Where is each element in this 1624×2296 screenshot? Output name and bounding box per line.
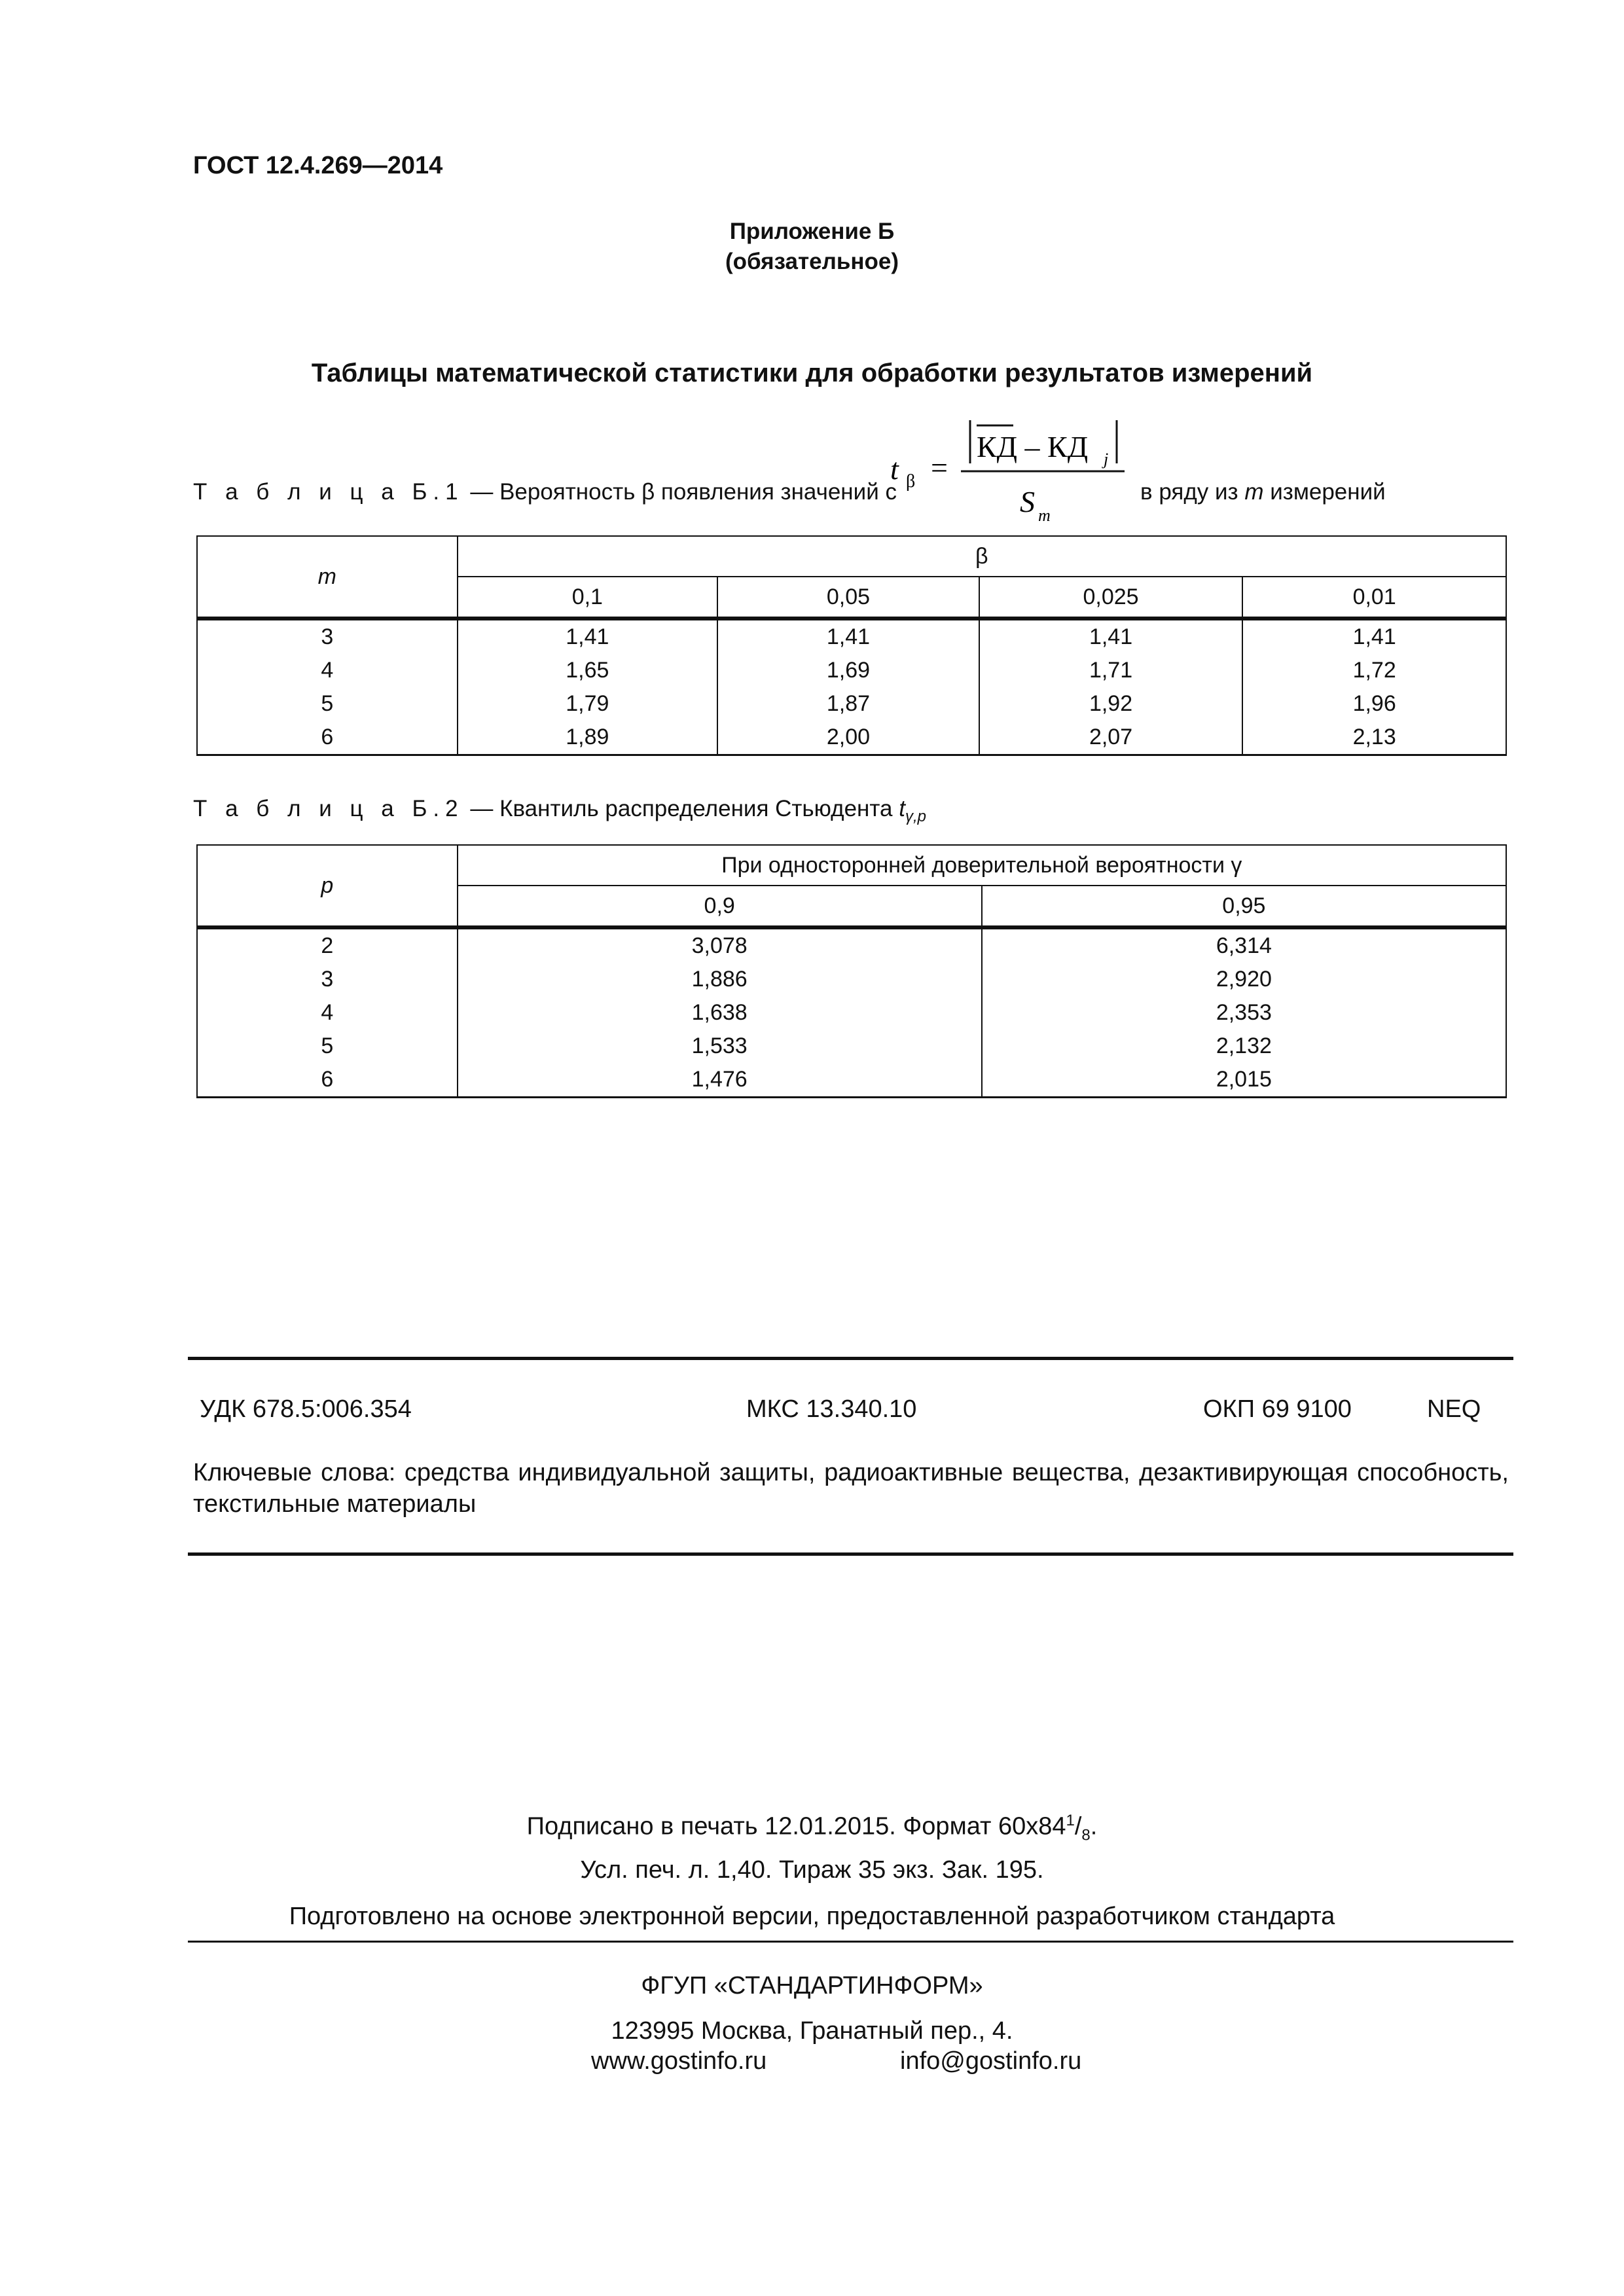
row-key: 5 [197,687,458,721]
table-cell: 2,00 [717,721,979,755]
row-key: 6 [197,1063,458,1098]
email-link[interactable]: info@gostinfo.ru [900,2047,1082,2075]
table-cell: 1,476 [458,1063,982,1098]
formula-numerator-sub: j [1104,450,1109,469]
table1-group-header: β [458,536,1506,577]
formula-denominator-sub: m [1038,506,1051,525]
table-cell: 1,71 [979,654,1243,687]
website-link[interactable]: www.gostinfo.ru [591,2047,767,2075]
print-info: Усл. печ. л. 1,40. Тираж 35 экз. Зак. 195. [580,1856,1044,1884]
neq-mark: NEQ [1427,1395,1481,1423]
row-key: 5 [197,1030,458,1063]
table1-caption-tail [1140,479,1386,505]
formula-lhs: t [890,452,899,486]
table-row [197,619,1506,654]
table1-formula [877,406,1139,537]
divider [188,1941,1513,1943]
table-cell: 1,533 [458,1030,982,1063]
table-row [197,1063,1506,1098]
table-cell: 1,79 [458,687,718,721]
table2-row-header: p [197,845,458,927]
signed-suffix: . [1090,1812,1098,1840]
table-cell: 1,41 [458,619,718,654]
row-key: 6 [197,721,458,755]
publisher: ФГУП «СТАНДАРТИНФОРМ» [641,1972,983,2000]
table2-label: Т а б л и ц а Б.2 [193,796,464,821]
table-row [197,1030,1506,1063]
table-cell: 1,886 [458,963,982,996]
appendix-status: (обязательное) [725,249,899,274]
table1-caption-end: измерений [1270,479,1386,505]
table1-column-header: 0,01 [1242,577,1506,619]
udk-code: УДК 678.5:006.354 [200,1395,412,1423]
table-cell: 1,96 [1242,687,1506,721]
row-key: 2 [197,927,458,963]
svg-text:=: = [931,451,948,484]
table-cell: 3,078 [458,927,982,963]
okp-code: ОКП 69 9100 [1203,1395,1352,1423]
table1 [196,535,1507,756]
table-cell: 1,41 [1242,619,1506,654]
table-cell: 2,132 [982,1030,1506,1063]
table-cell: 1,89 [458,721,718,755]
row-key: 3 [197,619,458,654]
mks-code: МКС 13.340.10 [746,1395,917,1423]
table1-caption-in-row: в ряду из [1140,479,1238,505]
table-cell: 2,920 [982,963,1506,996]
signed-line: Подписано в печать 12.01.2015. Формат $60х84^1/_8$. [526,1812,1098,1844]
table-cell: 2,353 [982,996,1506,1030]
signed-text: Подписано в печать 12.01.2015. Формат 60х84 [526,1812,1066,1840]
document-code: ГОСТ 12.4.269—2014 [193,152,443,179]
table-cell: 1,92 [979,687,1243,721]
divider [188,1552,1513,1556]
publisher-address: 123995 Москва, Гранатный пер., 4. [611,2017,1013,2045]
table-cell: 1,41 [979,619,1243,654]
table1-caption-text: — Вероятность β появления значений с [470,479,897,505]
table1-column-header: 0,05 [717,577,979,619]
table1-column-header: 0,1 [458,577,718,619]
table-cell: 1,69 [717,654,979,687]
section-title: Таблицы математической статистики для обработки результатов измерений [311,359,1313,387]
divider [188,1357,1513,1360]
table1-caption [193,479,897,505]
appendix-title: Приложение Б [729,219,895,244]
format-denominator: 8 [1081,1826,1091,1844]
table2-caption-sub: γ,p [905,808,926,825]
table2-column-header: 0,95 [982,886,1506,927]
table-row [197,654,1506,687]
table2 [196,844,1507,1098]
formula-lhs-sub: β [906,471,916,492]
table-row [197,721,1506,755]
table-cell: 6,314 [982,927,1506,963]
table-row [197,687,1506,721]
keywords: Ключевые слова: средства индивидуальной защиты, радиоактивные вещества, дезактивирующая способность, текстильные материалы [193,1459,1509,1518]
formula-denominator: S [1020,485,1035,518]
table-cell: 1,638 [458,996,982,1030]
table1-label: Т а б л и ц а Б.1 [193,479,464,505]
table1-row-header: m [197,536,458,619]
prepared-note: Подготовлено на основе электронной версии, предоставленной разработчиком стандарта [289,1903,1335,1930]
table-cell: 1,87 [717,687,979,721]
table-cell: 1,65 [458,654,718,687]
table-cell: 2,13 [1242,721,1506,755]
table-cell: 2,015 [982,1063,1506,1098]
row-key: 3 [197,963,458,996]
formula-numerator: КД – КД [977,430,1089,463]
table1-column-header: 0,025 [979,577,1243,619]
row-key: 4 [197,654,458,687]
table-row [197,996,1506,1030]
table-cell: 1,72 [1242,654,1506,687]
format-numerator: 1 [1066,1812,1075,1829]
table2-caption-text: — Квантиль распределения Стьюдента [470,796,893,821]
table-row [197,963,1506,996]
table-cell: 1,41 [717,619,979,654]
table2-column-header: 0,9 [458,886,982,927]
table1-caption-var: m [1244,479,1264,505]
table-cell: 2,07 [979,721,1243,755]
table-row [197,927,1506,963]
table2-caption-var: t [899,796,905,821]
table2-group-header: При односторонней доверительной вероятности γ [458,845,1506,886]
table2-caption [193,796,926,826]
row-key: 4 [197,996,458,1030]
